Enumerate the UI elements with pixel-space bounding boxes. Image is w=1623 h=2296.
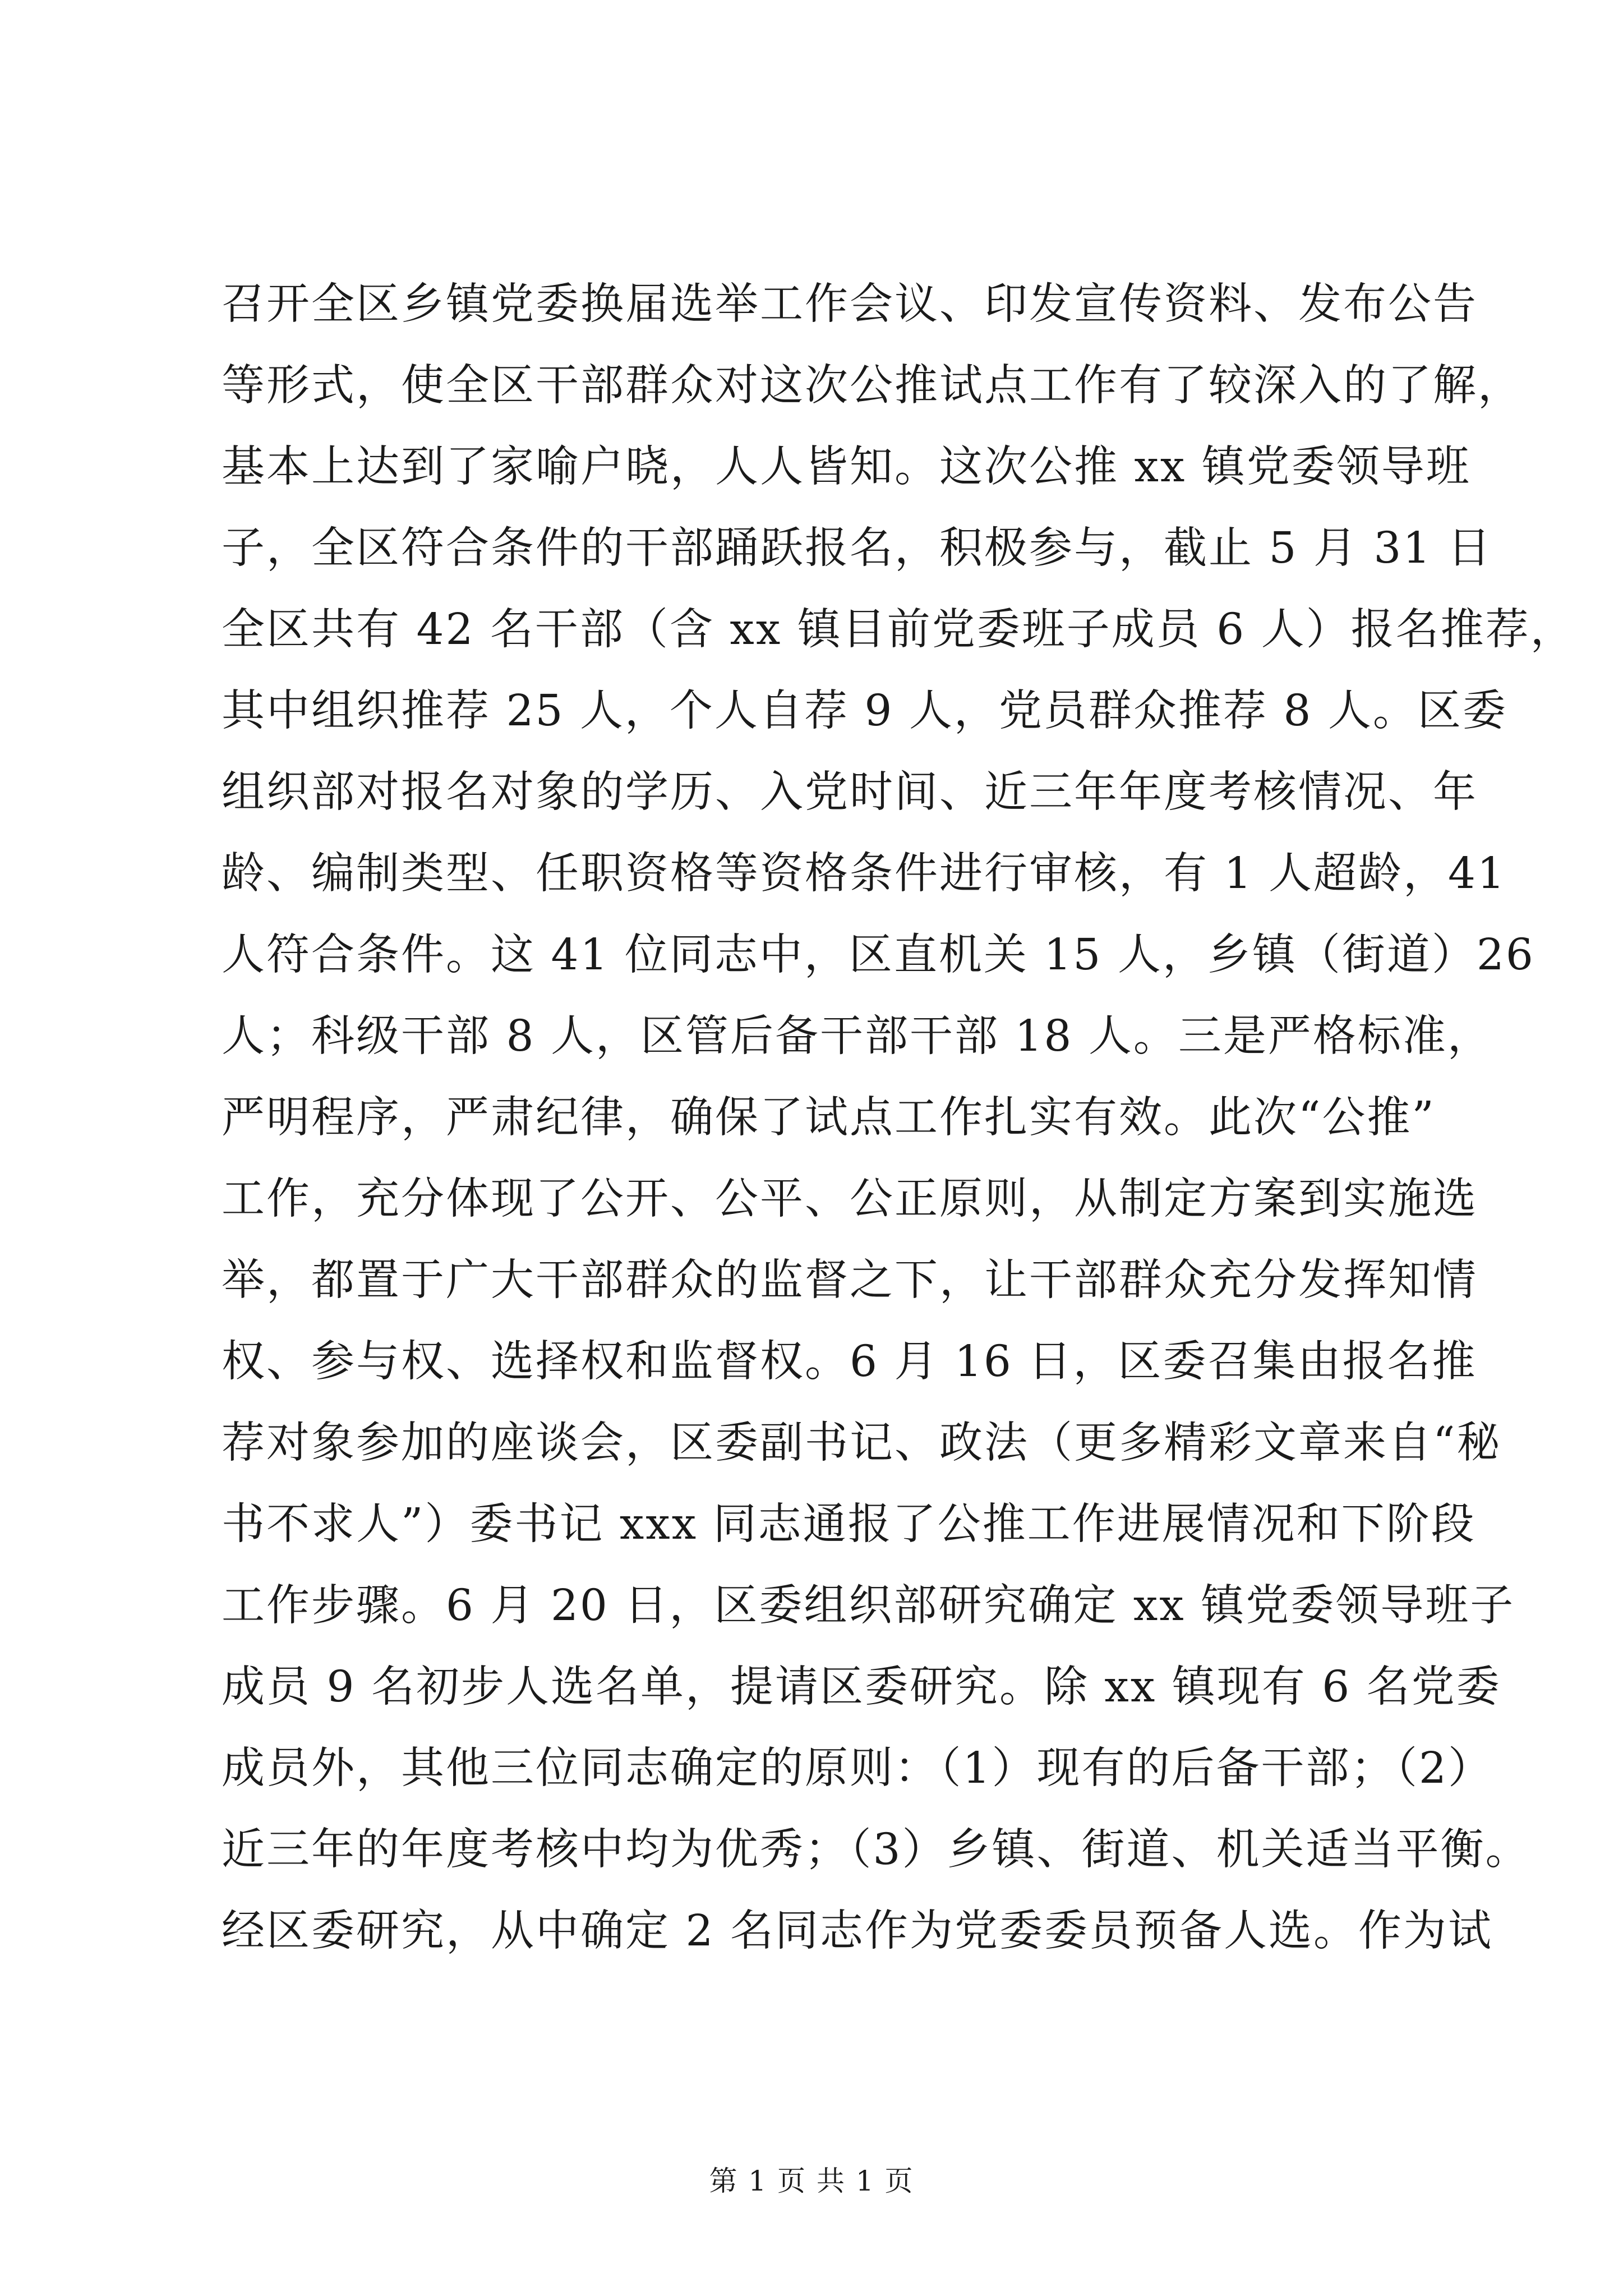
text-line: 举，都置于广大干部群众的监督之下，让干部群众充分发挥知情 bbox=[222, 1255, 1478, 1305]
text-line: 等形式，使全区干部群众对这次公推试点工作有了较深入的了解， bbox=[222, 361, 1523, 411]
text-line: 全区共有 42 名干部（含 xx 镇目前党委班子成员 6 人）报名推荐， bbox=[222, 605, 1575, 655]
page-footer: 第 1 页 共 1 页 bbox=[709, 2165, 914, 2197]
text-line: 组织部对报名对象的学历、入党时间、近三年年度考核情况、年 bbox=[222, 767, 1478, 817]
text-line: 工作步骤。6 月 20 日，区委组织部研究确定 xx 镇党委领导班子 bbox=[222, 1581, 1515, 1631]
text-line: 严明程序，严肃纪律，确保了试点工作扎实有效。此次“公推” bbox=[222, 1093, 1436, 1143]
text-line: 工作，充分体现了公开、公平、公正原则，从制定方案到实施选 bbox=[222, 1174, 1478, 1224]
text-line: 书不求人”）委书记 xxx 同志通报了公推工作进展情况和下阶段 bbox=[222, 1499, 1476, 1549]
text-line: 权、参与权、选择权和监督权。6 月 16 日，区委召集由报名推 bbox=[222, 1337, 1477, 1387]
body-text bbox=[222, 264, 1575, 1972]
text-line: 经区委研究，从中确定 2 名同志作为党委委员预备人选。作为试 bbox=[222, 1906, 1493, 1956]
text-line: 人；科级干部 8 人，区管后备干部干部 18 人。三是严格标准， bbox=[222, 1011, 1492, 1061]
text-line: 龄、编制类型、任职资格等资格条件进行审核，有 1 人超龄，41 bbox=[222, 849, 1506, 899]
text-line: 召开全区乡镇党委换届选举工作会议、印发宣传资料、发布公告 bbox=[222, 279, 1478, 329]
text-line: 子，全区符合条件的干部踊跃报名，积极参与，截止 5 月 31 日 bbox=[222, 523, 1492, 573]
text-line: 近三年的年度考核中均为优秀；（3）乡镇、街道、机关适当平衡。 bbox=[222, 1825, 1530, 1875]
text-line: 人符合条件。这 41 位同志中，区直机关 15 人，乡镇（街道）26 bbox=[222, 930, 1535, 980]
text-line: 成员 9 名初步人选名单，提请区委研究。除 xx 镇现有 6 名党委 bbox=[222, 1662, 1501, 1712]
text-line: 荐对象参加的座谈会，区委副书记、政法（更多精彩文章来自“秘 bbox=[222, 1418, 1502, 1468]
text-line: 成员外，其他三位同志确定的原则：（1）现有的后备干部；（2） bbox=[222, 1743, 1493, 1793]
text-line: 基本上达到了家喻户晓，人人皆知。这次公推 xx 镇党委领导班 bbox=[222, 442, 1471, 492]
text-line: 其中组织推荐 25 人，个人自荐 9 人，党员群众推荐 8 人。区委 bbox=[222, 686, 1507, 736]
